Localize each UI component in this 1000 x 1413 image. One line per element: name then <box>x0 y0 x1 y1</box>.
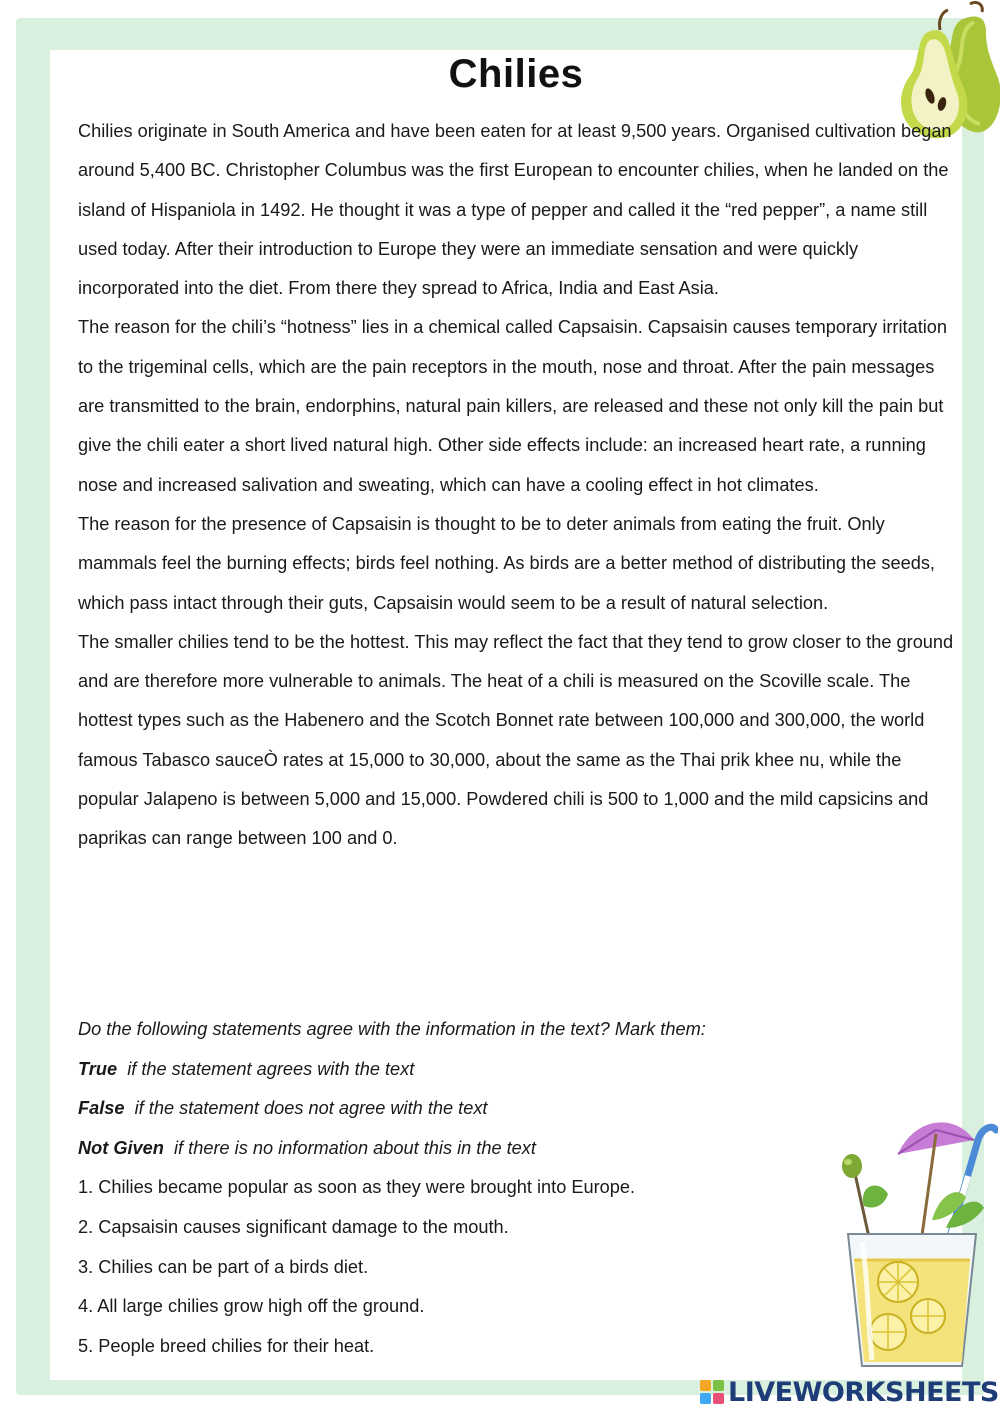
passage-paragraph-1: Chilies originate in South America and have been eaten for at least 9,500 years. Organised cultivation began around 5,400 BC. Christopher Columbus was the first European to encounter chilies, when he landed on the island of Hispaniola in 1492. He thought it was a type of pepper and called it the “red pepper”, a name still used today. After their introduction to Europe they were an immediate sensation and were quickly incorporated into the diet. From there they spread to Africa, India and East Asia. <box>78 121 952 299</box>
option-label: Not Given <box>78 1137 164 1158</box>
exercise-section <box>78 1010 938 1366</box>
document-title: Chilies <box>448 52 584 96</box>
instructions-prompt: Do the following statements agree with the information in the text? Mark them: <box>78 1019 706 1039</box>
question-1: 1. Chilies became popular as soon as they were brought into Europe. <box>78 1177 636 1198</box>
option-label: False <box>78 1098 125 1119</box>
question-5: 5. People breed chilies for their heat. <box>78 1335 375 1356</box>
passage-paragraph-4: The smaller chilies tend to be the hottest. This may reflect the fact that they tend to grow closer to the ground and are therefore more vulnerable to animals. The heat of a chili is measured on the Scoville scale. The hottest types such as the Habenero and the Scotch Bonnet rate between 100,000 and 300,000, the world famous Tabasco sauceÒ rates at 15,000 to 30,000, about the same as the Thai prik khee nu, while the popular Jalapeno is between 5,000 and 15,000. Powdered chili is 500 to 1,000 and the mild capsicins and paprikas can range between 100 and 0. <box>78 631 954 849</box>
passage-paragraph-3: The reason for the presence of Capsaisin is thought to be to deter animals from eating the fruit. Only mammals feel the burning effects; birds feel nothing. As birds are a better method of distributing the seeds, which pass intact through their guts, Capsaisin would seem to be a result of natural selection. <box>78 513 935 613</box>
brand-name: LIVEWORKSHEETS <box>728 1376 999 1408</box>
brand-mark-icon <box>700 1380 724 1404</box>
question-3: 3. Chilies can be part of a birds diet. <box>78 1256 369 1277</box>
passage-paragraph-2: The reason for the chili’s “hotness” lies in a chemical called Capsaisin. Capsaisin causes temporary irritation to the trigeminal cells, which are the pain receptors in the mouth, nose and throat. After the pain messages are transmitted to the brain, endorphins, natural pain killers, are released and these not only kill the pain but give the chili eater a short lived natural high. Other side effects include: an increased heart rate, a running nose and increased salivation and sweating, which can have a cooling effect in hot climates. <box>78 317 948 495</box>
option-text: if the statement agrees with the text <box>127 1058 415 1079</box>
passage <box>78 112 958 859</box>
option-text: if the statement does not agree with the text <box>134 1098 488 1119</box>
cocktail-drink-icon <box>828 1110 998 1370</box>
liveworksheets-logo <box>700 1374 999 1410</box>
option-not-given <box>78 1129 938 1169</box>
option-text: if there is no information about this in the text <box>174 1137 536 1158</box>
option-true <box>78 1050 938 1090</box>
question-4: 4. All large chilies grow high off the ground. <box>78 1296 425 1317</box>
option-label: True <box>78 1058 118 1079</box>
option-false <box>78 1089 938 1129</box>
question-2: 2. Capsaisin causes significant damage to the mouth. <box>78 1216 509 1237</box>
